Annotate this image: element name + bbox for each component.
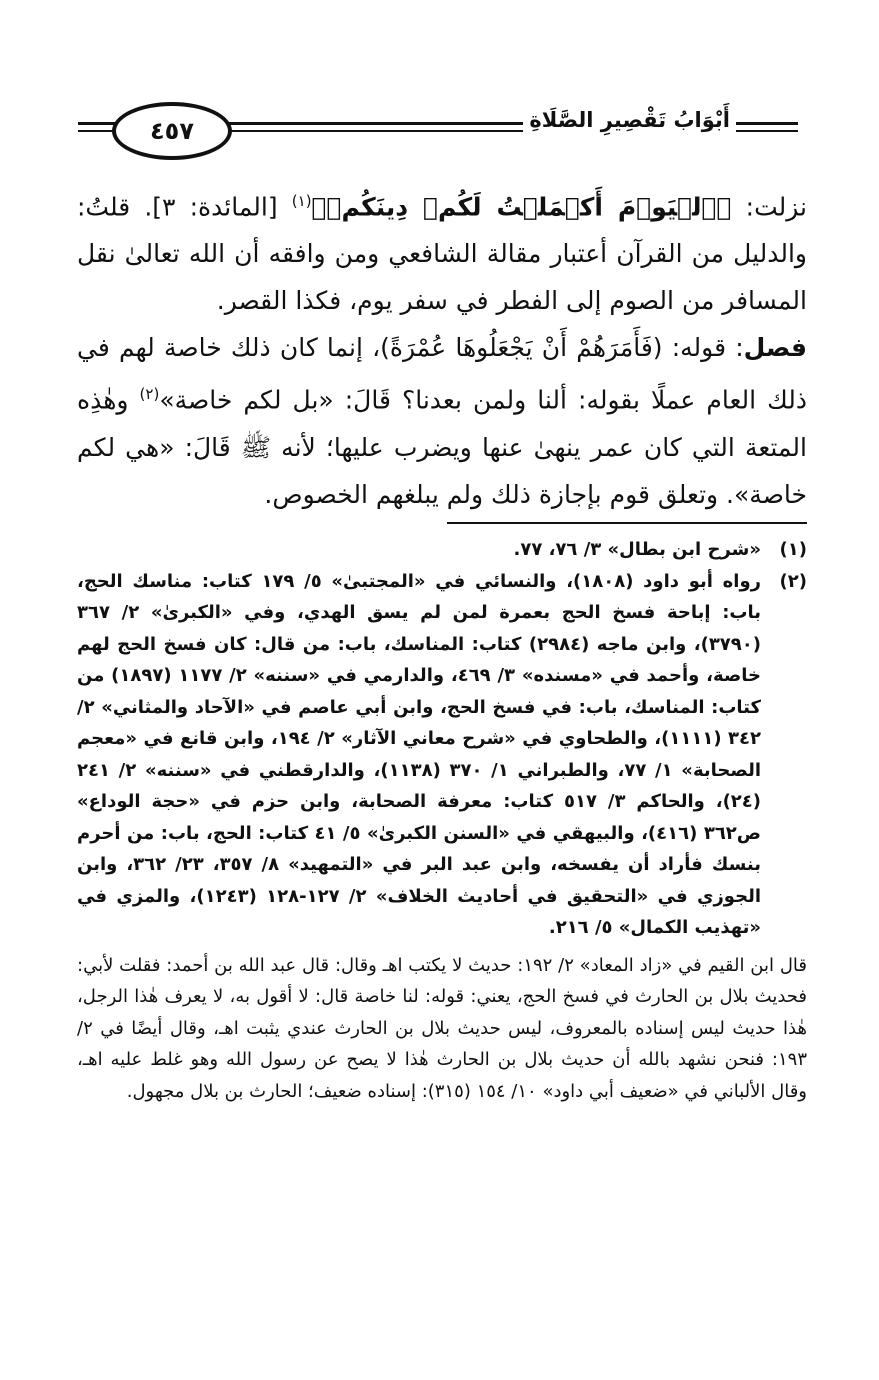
footnote-2-commentary: قال ابن القيم في «زاد المعاد» ٢/ ١٩٢: حديث لا يكتب اهـ وقال: قال عبد الله بن أحمد: فقلت لأبي: فحديث بلال بن الحارث في فسخ الحج، يعني: قوله: لنا خاصة قال: لا أقول به، لا يعرف هٰذا الرجل، هٰذا حديث ليس إسناده بالمعروف، ليس حديث بلال بن الحارث عندي يثبت اهـ، وقال أيضًا في ٢/ ١٩٣: فنحن نشهد بالله أن حديث بلال بن الحارث هٰذا لا يصح عن رسول الله وهو غلط عليه اهـ، وقال الألباني في «ضعيف أبي داود» ١٠/ ١٥٤ (٣١٥): إسناده ضعيف؛ الحارث بن بلال مجهول. (77, 954, 807, 1102)
footnote-number: (٢) (779, 570, 807, 592)
paragraph-1 (77, 178, 807, 324)
running-title: أَبْوَابُ تَقْصِيرِ الصَّلَاةِ (523, 108, 736, 132)
main-text (77, 178, 807, 518)
footnote-ref-1: (١) (291, 192, 312, 210)
quran-verse: ﴿ٱلۡيَوۡمَ أَكۡمَلۡتُ لَكُمۡ دِينَكُمۡ﴾ (311, 192, 732, 222)
p2-text-2: وهٰذِه المتعة التي كان عمر ينهىٰ عنها ويضرب عليها؛ لأنه ﷺ قَالَ: «هي لكم خاصة». وتعلق قوم بإجازة ذلك ولم يبلغهم الخصوص. (77, 385, 807, 509)
footnote-text: «شرح ابن بطال» ٣/ ٧٦، ٧٧. (513, 539, 761, 560)
section-lead: فصل (743, 333, 807, 363)
footnotes (77, 534, 807, 1107)
footnote-number: (١) (779, 539, 807, 560)
p2-text-1: : قوله: (فَأَمَرَهُمْ أَنْ يَجْعَلُوهَا عُمْرَةً)، إنما كان ذلك خاصة لهم في ذلك العام عملًا بقوله: ألنا ولمن بعدنا؟ قَالَ: «بل لكم خاصة» (77, 333, 807, 415)
footnote-separator (447, 522, 807, 524)
footnote-text: رواه أبو داود (١٨٠٨)، والنسائي في «المجتبىٰ» ٥/ ١٧٩ كتاب: مناسك الحج، باب: إباحة فسخ الحج بعمرة لمن لم يسق الهدي، وفي «الكبرىٰ» ٢/ ٣٦٧ (٣٧٩٠)، وابن ماجه (٢٩٨٤) كتاب: المناسك، باب: من قال: كان فسخ الحج لهم خاصة، وأحمد في «مسنده» ٣/ ٤٦٩، والدارمي في «سننه» ٢/ ١١٧٧ (١٨٩٧) من كتاب: المناسك، باب: في فسخ الحج، وابن أبي عاصم في «الآحاد والمثاني» ٢/ ٣٤٢ (١١١١)، والطحاوي في «شرح معاني الآثار» ٢/ ١٩٤، وابن قانع في «معجم الصحابة» ١/ ٧٧، والطبراني ١/ ٣٧٠ (١١٣٨)، والدارقطني في «سننه» ٢/ ٢٤١ (٢٤)، والحاكم ٣/ ٥١٧ كتاب: معرفة الصحابة، وابن حزم في «حجة الوداع» ص٣٦٢ (٤١٦)، والبيهقي في «السنن الكبرىٰ» ٥/ ٤١ كتاب: الحج، باب: من أحرم بنسك فأراد أن يفسخه، وابن عبد البر في «التمهيد» ٨/ ٣٥٧، ٢٣/ ٣٦٢، وابن الجوزي في «التحقيق في أحاديث الخلاف» ٢/ ١٢٧-١٢٨ (١٢٤٣)، والمزي في «تهذيب الكمال» ٥/ ٢١٦. (77, 570, 762, 938)
p1-start: نزلت: (731, 192, 807, 222)
footnote-ref-2: (٢) (139, 385, 160, 404)
page-header (78, 98, 798, 160)
paragraph-2 (77, 324, 807, 517)
footnote-2 (77, 566, 807, 944)
page-number: ٤٥٧ (112, 102, 232, 160)
p1-rest: [المائدة: ٣]. قلتُ: والدليل من القرآن أعتبار مقالة الشافعي ومن وافقه أن الله تعالىٰ نقل المسافر من الصوم إلى الفطر في سفر يوم، فكذا القصر. (77, 192, 807, 316)
footnote-1 (77, 534, 807, 566)
